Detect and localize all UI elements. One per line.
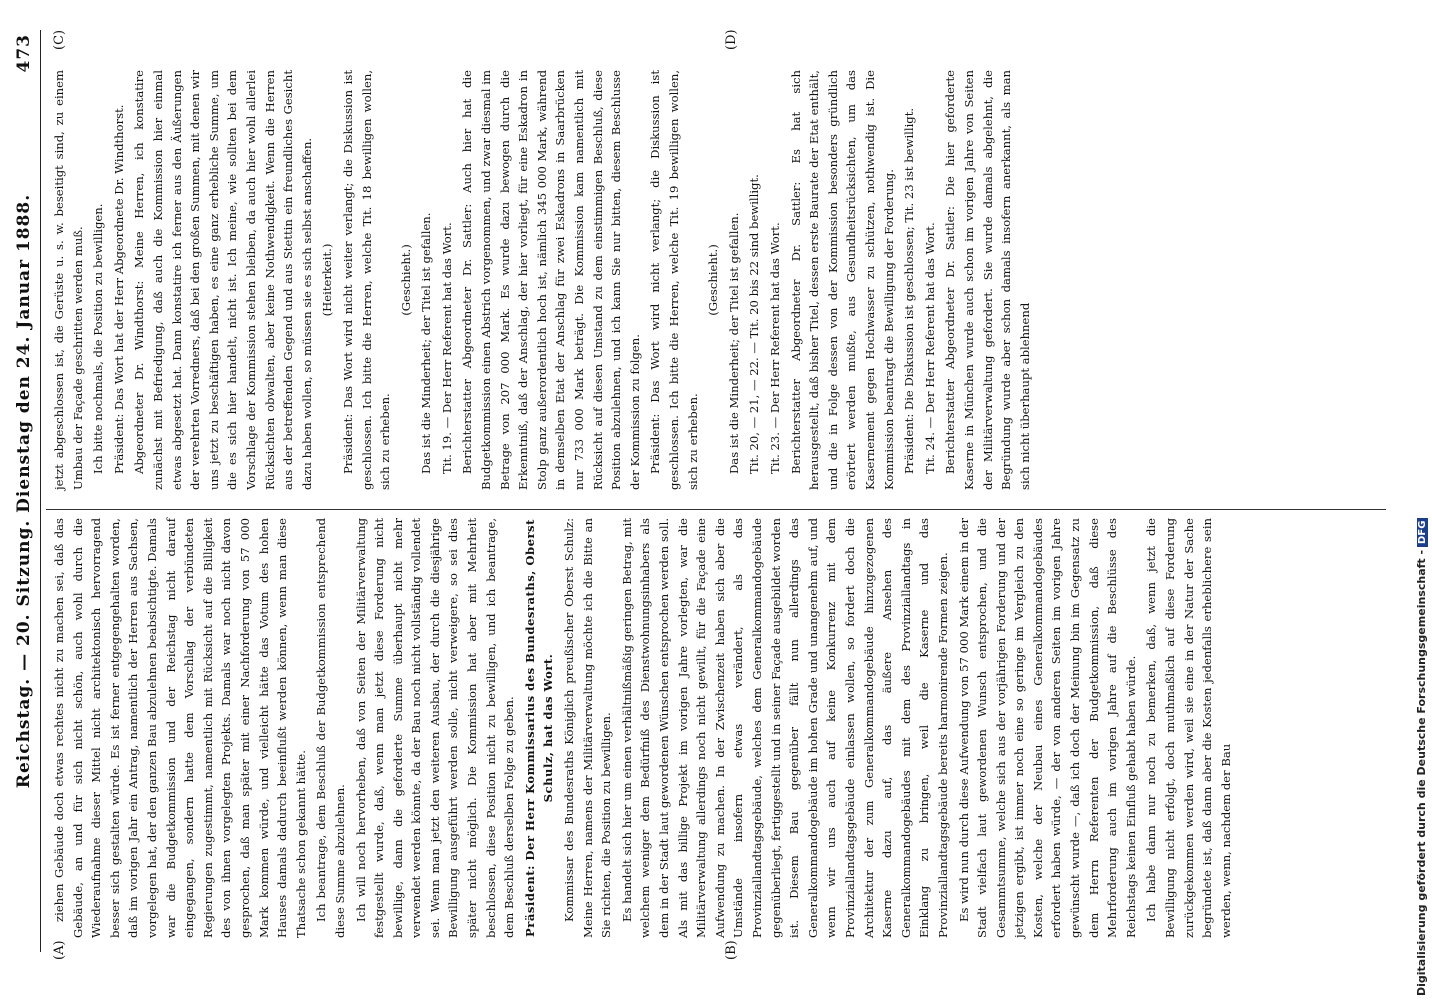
paragraph: Präsident: Das Wort wird nicht verlangt; die Diskussion ist geschlossen. Ich bitte die Herren, welche Tit. 19 bewilligen wollen, sich zu erheben. <box>648 70 700 490</box>
paragraph: Tit. 19. — Der Herr Referent hat das Wort. <box>439 222 454 474</box>
paragraph: Berichterstatter Abgeordneter Dr. Sattler: Die hier geforderte Kaserne in München wurde auch schon im vorigen Jahre von Seiten der Militärverwaltung gefordert. Sie wurde damals abgelehnt, die Begründung wurde aber schon damals insofern anerkannt, als man sich nicht überhaupt ablehnend <box>943 70 1032 490</box>
paragraph: Präsident: Das Wort wird nicht weiter verlangt; die Diskussion ist geschlossen. Ich bitte die Herren, welche Tit. 18 bewilligen wollen, sich zu erheben. <box>340 70 393 490</box>
right-column <box>50 70 1036 490</box>
paragraph: Tit. 20, — 21, — 22. — Tit. 20 bis 22 sind bewilligt. <box>747 174 762 474</box>
paragraph: ziehen Gebäude doch etwas rechtes nicht zu machen sei, daß das Gebäude, an und für sich nicht schön, auch wohl durch die Wiederaufnahme dieser Mittel nicht architektonisch hervorragend besser sich gestalten würde. Es ist ferner entgegengehalten worden, daß im vorigen Jahr ein Antrag, namentlich der Herren aus Sachsen, vorgelegen hat, der den ganzen Bau abzulehnen beabsichtigte. Damals war die Budgetkommission und der Reichstag nicht darauf eingegangen, sondern hatte dem Vorschlag der verbündeten Regierungen zugestimmt, namentlich mit Rücksicht auf die Billigkeit des von ihnen vorgelegten Projekts. Damals war noch nicht davon gesprochen, daß man später mit einer Nachforderung von 57 000 Mark kommen würde, und vielleicht hätte das Votum des hohen Hauses damals dadurch beeinflußt werden können, wenn man diese Thatsache schon gekannt hätte. <box>52 518 308 938</box>
paragraph: Ich beantrage, dem Beschluß der Budgetkommission entsprechend diese Summe abzulehnen. <box>314 518 347 938</box>
paragraph: Ich will noch hervorheben, daß von Seiten der Militärverwaltung festgestellt wurde, daß, wenn man jetzt diese Forderung nicht bewillige, dann die geforderte Summe überhaupt nicht mehr verwendet werden könnte, da der Bau noch nicht vollständig vollendet sei. Wenn man jetzt den weiteren Ausbau, der durch die diesjährige Bewilligung ausgeführt werden solle, nicht verweigere, so sei dies später nicht möglich. Die Kommission hat aber mit Mehrheit beschlossen, diese Position nicht zu bewilligen, und ich beantrage, dem Beschluß derselben Folge zu geben. <box>353 518 517 938</box>
paragraph: Tit. 24. — Der Herr Referent hat das Wort. <box>922 222 937 474</box>
paragraph: Berichterstatter Abgeordneter Dr. Sattler: Auch hier hat die Budgetkommission einen Abstrich vorgenommen, und zwar diesmal im Betrage von 207 000 Mark. Es wurde dazu bewogen durch die Erkenntniß, daß der Anschlag, der hier vorliegt, für eine Eskadron in Stolp ganz außerordentlich hoch ist, nämlich 345 000 Mark, während in demselben Etat der Anschlag für zwei Eskadrons in Saarbrücken nur 733 000 Mark beträgt. Die Kommission kam namentlich mit Rücksicht auf diesen Umstand zu dem einstimmigen Beschluß, diese Position abzulehnen, und ich kann Sie nur bitten, diesem Beschlusse der Kommission zu folgen. <box>460 70 642 490</box>
margin-marker-b: (B) <box>724 940 739 960</box>
speaker-line: Präsident: Der Herr Kommissarius des Bundesraths, Oberst Schulz, hat das Wort. <box>522 519 556 937</box>
paragraph: Abgeordneter Dr. Windthorst: Meine Herren, ich konstatire zunächst mit Befriedigung, daß auch die Kommission hier einmal etwas abgesetzt hat. Dann konstatire ich ferner aus den Äußerungen der verehrten Vorredners, daß bei den großen Summen, mit denen wir uns jetzt zu beschäftigen haben, es eine ganz erhebliche Summe, um die es sich hier handelt, nicht ist. Ich meine, wie sollten bei dem Vorschlage der Kommission stehen bleiben, da auch hier wohl allerlei Rücksichten obwalten, aber keine Nothwendigkeit. Wenn die Herren aus der betreffenden Gegend und aus Stettin ein freundliches Gesicht dazu haben wollen, so müssen sie es sich selbst anschaffen. <box>132 70 314 490</box>
interjection: (Geschieht.) <box>398 244 413 316</box>
paragraph: Berichterstatter Abgeordneter Dr. Sattler: Es hat sich herausgestellt, daß bisher Titel, dessen erste Baurate der Etat enthält, und die in Folge dessen von der Kommission besonders gründlich erörtert werden mußte, aus Gesundheitsrücksichten, um das Kasernement gegen Hochwasser zu schützen, nothwendig ist. Die Kommission beantragt die Bewilligung der Forderung. <box>788 70 896 490</box>
page-header <box>14 30 40 952</box>
paragraph: Ich habe dann nur noch zu bemerken, daß, wenn jetzt die Bewilligung nicht erfolgt, doch muthmaßlich auf diese Forderung zurückgekommen werden wird, weil sie eine in der Natur der Sache begründete ist, daß dann aber die Kosten jedenfalls erheblichere sein werden, wenn, nachdem der Bau <box>1144 518 1233 938</box>
header-title: Reichstag. — 20. Sitzung. Dienstag den 24. Januar 1888. <box>14 193 34 789</box>
header-rule <box>40 30 41 952</box>
paragraph: Präsident: Die Diskussion ist geschlossen; Tit. 23 ist bewilligt. <box>902 107 917 474</box>
paragraph: Kommissar des Bundesraths Königlich preußischer Oberst Schulz: Meine Herren, namens der Militärverwaltung möchte ich die Bitte an Sie richten, die Position zu bewilligen. <box>562 518 614 938</box>
interjection: (Heiterkeit.) <box>320 243 335 317</box>
paragraph: jetzt abgeschlossen ist, die Gerüste u. s. w. beseitigt sind, zu einem Umbau der Façade geschritten werden muß. <box>52 70 85 490</box>
paragraph: Das ist die Minderheit; der Titel ist gefallen. <box>726 212 741 474</box>
footer-text: Digitalisierung gefördert durch die Deutsche Forschungsgemeinschaft - <box>1415 549 1428 996</box>
left-column <box>50 518 1237 938</box>
margin-marker-d: (D) <box>724 29 739 50</box>
paragraph: Präsident: Das Wort hat der Herr Abgeordnete Dr. Windthorst. <box>111 104 126 474</box>
paragraph: Ich bitte nochmals, die Position zu bewilligen. <box>91 203 106 474</box>
column-divider <box>46 509 1386 510</box>
paragraph: Das ist die Minderheit; der Titel ist gefallen. <box>419 212 434 474</box>
footer <box>1415 518 1428 996</box>
interjection: (Geschieht.) <box>706 244 721 316</box>
margin-marker-c: (C) <box>52 29 67 50</box>
dfg-logo: DFG <box>1417 518 1428 547</box>
page-number: 473 <box>14 34 34 73</box>
paragraph: Es wird nun durch diese Aufwendung von 57 000 Mark einem in der Stadt vielfach laut gewordenen Wunsch entsprochen, und die Gesammtsumme, welche sich aus der vorjährigen Forderung und der jetzigen ergibt, ist immer noch eine so geringe im Vergleich zu den Kosten, welche der Neubau eines Generalkommandogebäudes erfordert haben würde, — der von anderen Seiten im vorigen Jahre gewünscht wurde —, daß ich doch der Meinung bin im Gegensatz zu dem Herrn Referenten der Budgetkommission, daß diese Mehrforderung auch im vorigen Jahre auf die Beschlüsse des Reichstags keinen Einfluß gehabt haben würde. <box>956 518 1138 938</box>
paragraph: Tit. 23. — Der Herr Referent hat das Wort. <box>767 222 782 474</box>
margin-marker-a: (A) <box>52 940 67 960</box>
paragraph: Es handelt sich hier um einen verhältnißmäßig geringen Betrag, mit welchem weniger dem Bedürfniß des Dienstwohnungsinhabers als dem in der Stadt laut gewordenen Wünschen entsprochen werden soll. Als mit das billige Projekt im vorigen Jahre vorlegten, war die Militärverwaltung allerdings noch nicht gewillt, für die Façade eine Aufwendung zu machen. In der Zwischenzeit haben sich aber die Umstände insofern etwas verändert, als das Provinziallandtagsgebäude, welches dem Generalkommandogebäude gegenüberliegt, fertiggestellt und in seiner Façade ausgebildet worden ist. Diesem Bau gegenüber fällt nun allerdings das Generalkommandogebäude im hohen Grade und unangenehm auf, und wenn wir uns auch auf keine Konkurrenz mit dem Provinziallandtagsgebäude einlassen wollen, so fordert doch die Architektur der zum Generalkommandogebäude hinzugezogenen Kaserne dazu auf, das äußere Ansehen des Generalkommandogebäudes mit dem des Provinziallandtags in Einklang zu bringen, weil die Kaserne und das Provinziallandtagsgebäude bereits harmonirende Formen zeigen. <box>619 518 950 938</box>
